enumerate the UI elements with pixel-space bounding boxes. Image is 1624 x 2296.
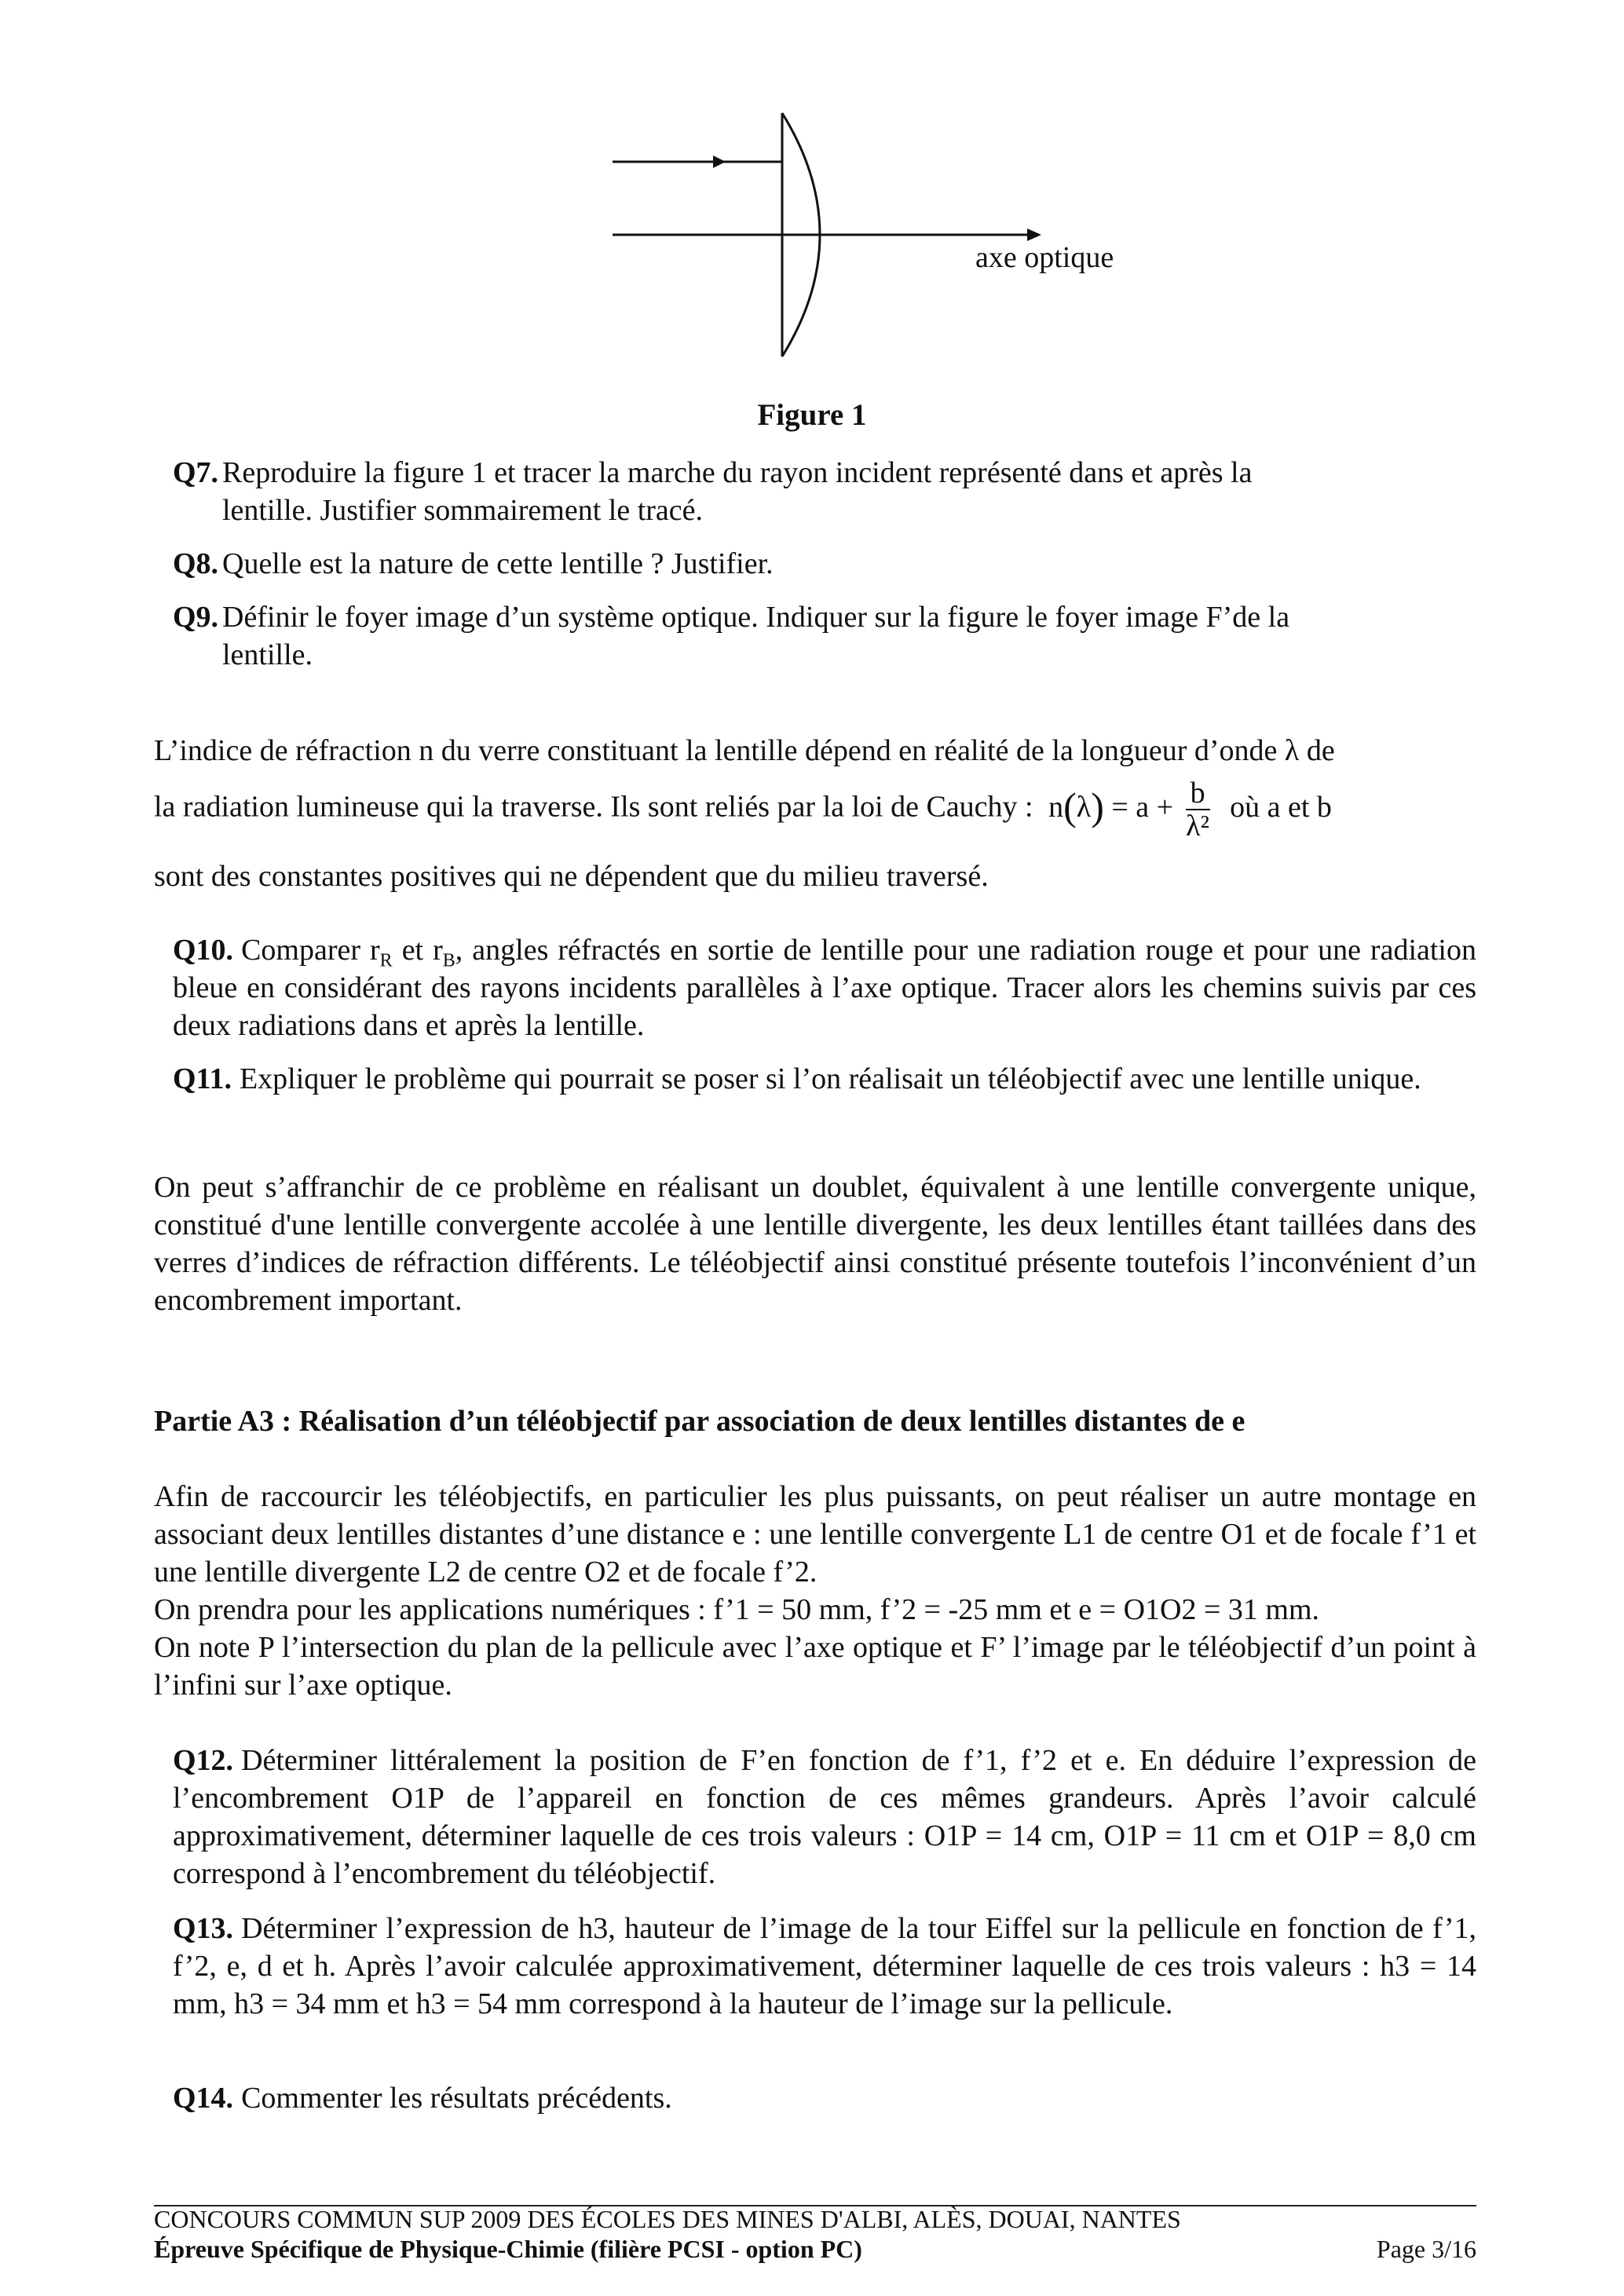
- question-q11: [173, 1060, 1476, 1098]
- cauchy-fraction: $\frac{b}{\text{λ²}}$: [1186, 777, 1209, 843]
- question-number: Q12.: [173, 1744, 234, 1777]
- question-number: Q14.: [173, 2082, 234, 2115]
- question-q10: Q10. Comparer $r_R$ et $r_B$, angles réfractés en sortie de lentille pour une radiation rouge et pour une radiation bleue en considérant des rayons incidents parallèles à l’axe optique. Tracer alors les chemins suivis par ces deux radiations dans et après la lentille.: [173, 931, 1476, 1044]
- question-number: Q10.: [173, 934, 234, 967]
- question-q12: [173, 1742, 1476, 1892]
- question-q8: [173, 545, 1476, 583]
- question-q7: [173, 454, 1476, 529]
- question-text: Quelle est la nature de cette lentille ? Justifier.: [222, 547, 774, 580]
- question-text-cont: lentille. Justifier sommairement le tracé.: [222, 494, 704, 527]
- question-text: Reproduire la figure 1 et tracer la marche du rayon incident représenté dans et après la: [222, 456, 1253, 489]
- question-text: Commenter les résultats précédents.: [241, 2082, 672, 2115]
- doublet-paragraph: On peut s’affranchir de ce problème en réalisant un doublet, équivalent à une lentille convergente unique, constitué d'une lentille convergente accolée à une lentille divergente, les deux lentilles étant taillées dans des verres d’indices de réfraction différents. Le téléobjectif ainsi constitué présente toutefois l’inconvénient d’un encombrement important.: [154, 1171, 1476, 1317]
- question-text: Déterminer littéralement la position de F’en fonction de f’1, f’2 et e. En déduire l’expression de l’encombrement O1P de l’appareil en fonction de ces mêmes grandeurs. Après l’avoir calculé approximativement, déterminer laquelle de ces trois valeurs : O1P = 14 cm, O1P = 11 cm et O1P = 8,0 cm correspond à l’encombrement du téléobjectif.: [173, 1744, 1476, 1890]
- footer-exam: Épreuve Spécifique de Physique-Chimie (filière PCSI - option PC): [154, 2235, 862, 2263]
- cauchy-text: la radiation lumineuse qui la traverse. Ils sont reliés par la loi de Cauchy :: [154, 790, 1033, 824]
- question-number: Q11.: [173, 1062, 232, 1095]
- a3-values: On prendra pour les applications numériques : f’1 = 50 mm, f’2 = -25 mm et e = O1O2 = 31 mm.: [154, 1593, 1320, 1626]
- section-title: Partie A3 : Réalisation d’un téléobjectif par association de deux lentilles distantes de e: [154, 1405, 1245, 1438]
- a3-intro: Afin de raccourcir les téléobjectifs, en particulier les plus puissants, on peut réaliser un autre montage en associant deux lentilles distantes d’une distance e : une lentille convergente L1 de centre O1 et de focale f’1 et une lentille divergente L2 de centre O2 et de focale f’2.: [154, 1480, 1476, 1589]
- question-q9: [173, 598, 1476, 674]
- page-number: Page 3/16: [1376, 2235, 1476, 2263]
- question-number: Q7.: [173, 456, 219, 489]
- optical-axis-arrow: [1027, 229, 1041, 241]
- a3-notation: On note P l’intersection du plan de la pellicule avec l’axe optique et F’ l’image par le téléobjectif d’un point à l’infini sur l’axe optique.: [154, 1631, 1476, 1702]
- question-number: Q13.: [173, 1912, 234, 1945]
- question-number: Q9.: [173, 601, 219, 634]
- lens-figure: [597, 102, 1194, 369]
- cauchy-line-1: L’indice de réfraction n du verre constituant la lentille dépend en réalité de la longueur d’onde λ de: [154, 734, 1335, 767]
- question-q14: [173, 2079, 1476, 2117]
- cauchy-line-4: sont des constantes positives qui ne dépendent que du milieu traversé.: [154, 860, 989, 893]
- axis-label: axe optique: [975, 241, 1114, 274]
- question-text: Expliquer le problème qui pourrait se poser si l’on réalisait un téléobjectif avec une lentille unique.: [239, 1062, 1421, 1095]
- incident-ray-arrow: [713, 155, 726, 168]
- question-text-cont: lentille.: [222, 638, 313, 671]
- question-number: Q8.: [173, 547, 219, 580]
- footer-contest: CONCOURS COMMUN SUP 2009 DES ÉCOLES DES MINES D'ALBI, ALÈS, DOUAI, NANTES: [154, 2205, 1181, 2233]
- question-q13: [173, 1910, 1476, 2023]
- cauchy-line-2: la radiation lumineuse qui la traverse. Ils sont reliés par la loi de Cauchy : n(λ) = a + $\frac{b}{\text{λ²}}$ où a et b: [154, 777, 1332, 843]
- question-text: Déterminer l’expression de h3, hauteur de l’image de la tour Eiffel sur la pellicule en fonction de f’1, f’2, e, d et h. Après l’avoir calculée approximativement, déterminer laquelle de ces trois valeurs : h3 = 14 mm, h3 = 34 mm et h3 = 54 mm correspond à la hauteur de l’image sur la pellicule.: [173, 1912, 1476, 2020]
- figure-caption: Figure 1: [757, 398, 867, 432]
- question-text: Définir le foyer image d’un système optique. Indiquer sur la figure le foyer image F’de la: [222, 601, 1290, 634]
- cauchy-formula: n(λ) = a + $\frac{b}{\text{λ²}}$: [1048, 777, 1209, 843]
